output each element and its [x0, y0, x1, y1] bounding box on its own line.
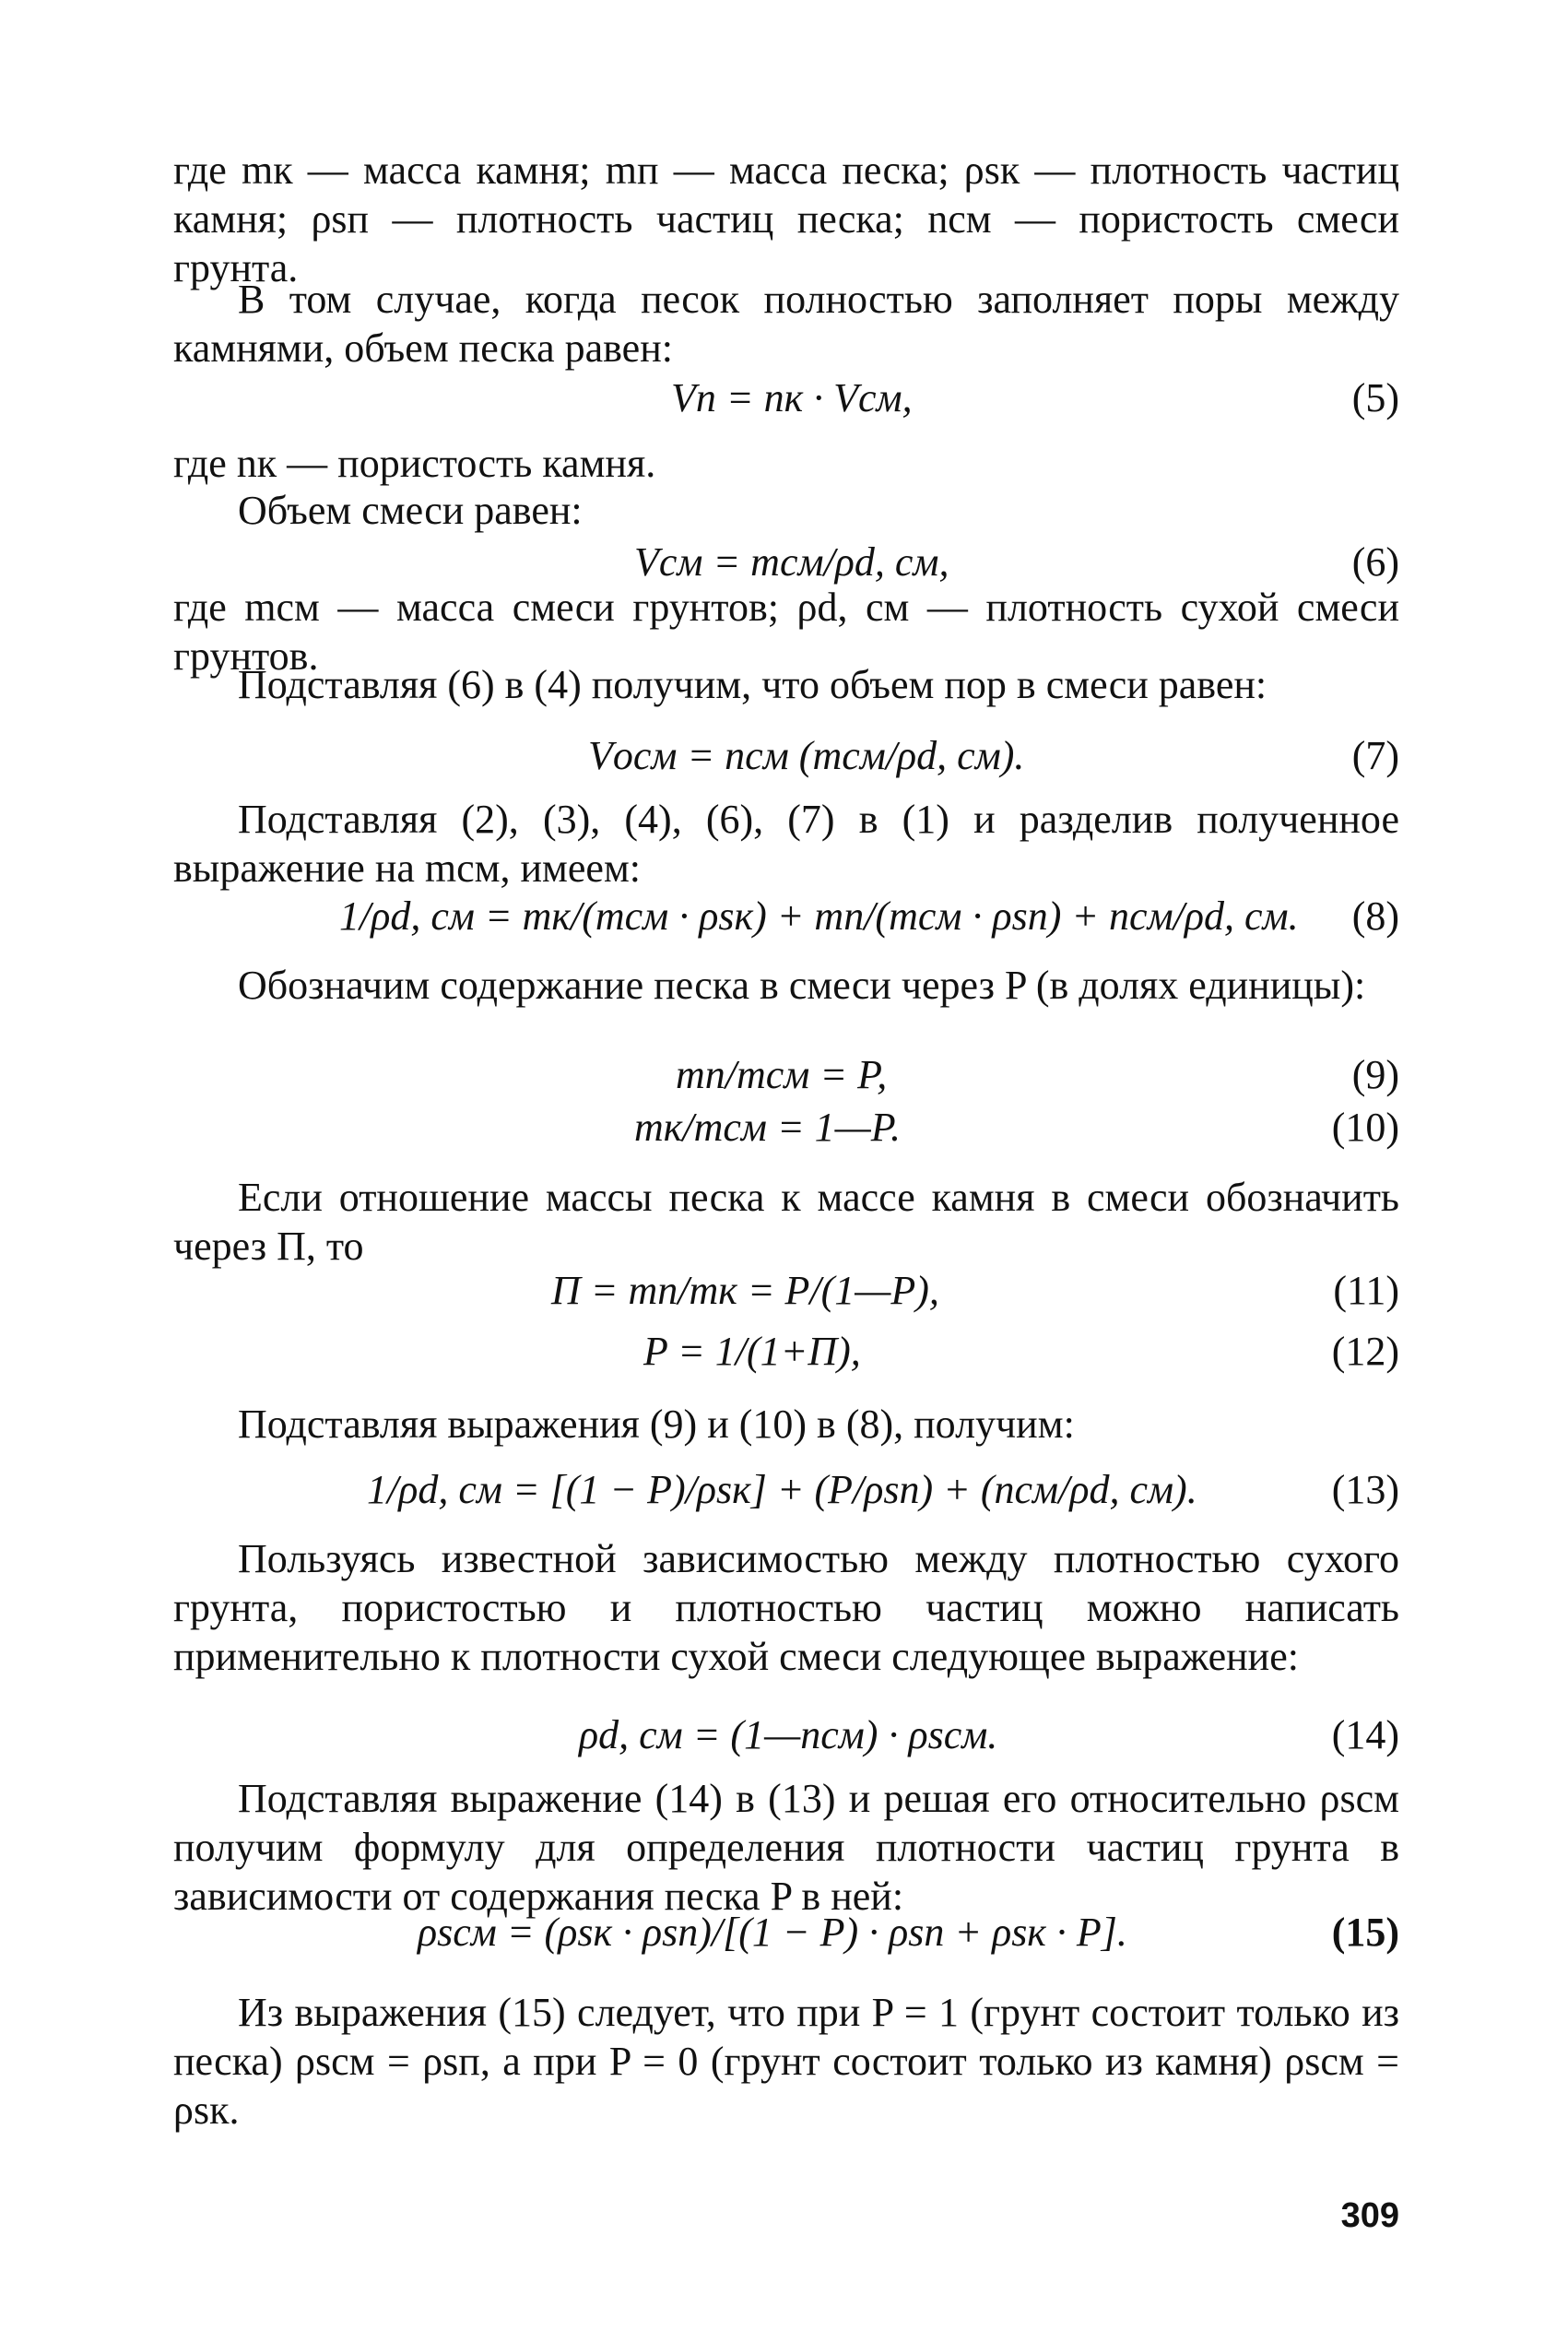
equation-number: (13): [1331, 1467, 1399, 1512]
page-number: 309: [1340, 2196, 1399, 2235]
equation-number: (14): [1331, 1712, 1399, 1757]
paragraph-pore-volume: [173, 660, 1399, 709]
paragraph-text: Подставляя выражения (9) и (10) в (8), получим:: [238, 1402, 1075, 1447]
paragraph-text: где mк — масса камня; mп — масса песка; ρsк — плотность частиц камня; ρsп — плотность частиц песка; nсм — пористость смеси грунта.: [173, 148, 1399, 290]
paragraph-text: Пользуясь известной зависимостью между плотностью сухого грунта, пористостью и плотностью частиц можно написать применительно к плотности сухой смеси следующее выражение:: [173, 1536, 1399, 1679]
equation-6: [173, 537, 1399, 588]
equation-expression: mк/mсм = 1—P.: [634, 1105, 901, 1150]
equation-expression: Vсм = mсм/ρd, см,: [634, 539, 949, 585]
paragraph-stone-porosity: [173, 439, 1399, 488]
paragraph-substitution-9-10: [173, 1400, 1399, 1449]
equation-9: [173, 1049, 1399, 1101]
equation-12: [173, 1326, 1399, 1378]
equation-number: (12): [1331, 1329, 1399, 1374]
paragraph-text: Подставляя (2), (3), (4), (6), (7) в (1) и разделив полученное выражение на mсм, имеем:: [173, 797, 1399, 891]
equation-13: [173, 1464, 1399, 1516]
equation-expression: P = 1/(1+П),: [643, 1329, 861, 1374]
paragraph-mass-ratio: [173, 1173, 1399, 1271]
paragraph-text: Подставляя (6) в (4) получим, что объем пор в смеси равен:: [238, 662, 1267, 707]
equation-number: (5): [1351, 375, 1399, 420]
equation-expression: ρsсм = (ρsк · ρsп)/[(1 − P) · ρsп + ρsк · P].: [418, 1910, 1127, 1955]
paragraph-text: Объем смеси равен:: [238, 488, 583, 533]
equation-11: [173, 1265, 1399, 1317]
equation-number: (10): [1331, 1105, 1399, 1150]
paragraph-known-dependency: [173, 1534, 1399, 1681]
equation-number: (8): [1351, 893, 1399, 939]
paragraph-mixture-volume: [173, 486, 1399, 535]
paragraph-solve-formula: [173, 1774, 1399, 1921]
equation-number: (7): [1351, 733, 1399, 778]
equation-expression: 1/ρd, см = mк/(mсм · ρsк) + mп/(mсм · ρsп) + nсм/ρd, см.: [339, 893, 1299, 939]
equation-5: [173, 373, 1399, 424]
paragraph-sand-fills-pores: [173, 275, 1399, 373]
equation-10: [173, 1102, 1399, 1153]
equation-expression: ρd, см = (1—nсм) · ρsсм.: [579, 1712, 998, 1757]
equation-expression: mп/mсм = P,: [676, 1052, 888, 1097]
paragraph-definitions: [173, 146, 1399, 292]
paragraph-substitution: [173, 795, 1399, 893]
paragraph-text: В том случае, когда песок полностью заполняет поры между камнями, объем песка равен:: [173, 277, 1399, 371]
paragraph-text: Из выражения (15) следует, что при P = 1 (грунт состоит только из песка) ρsсм = ρsп, а при P = 0 (грунт состоит только из камня) ρsсм = ρsк.: [173, 1990, 1399, 2133]
equation-number: (11): [1333, 1268, 1399, 1313]
paragraph-text: где mсм — масса смеси грунтов; ρd, см — плотность сухой смеси грунтов.: [173, 585, 1399, 679]
equation-expression: 1/ρd, см = [(1 − P)/ρsк] + (P/ρsп) + (nсм/ρd, см).: [367, 1467, 1197, 1512]
equation-8: [173, 891, 1399, 942]
paragraph-text: Обозначим содержание песка в смеси через P (в долях единицы):: [238, 963, 1366, 1008]
equation-expression: П = mп/mк = P/(1—P),: [551, 1268, 939, 1313]
equation-number: (15): [1331, 1910, 1399, 1955]
paragraph-text: Если отношение массы песка к массе камня в смеси обозначить через П, то: [173, 1175, 1399, 1269]
equation-14: [173, 1709, 1399, 1761]
equation-15: [173, 1907, 1399, 1958]
paragraph-text: Подставляя выражение (14) в (13) и решая его относительно ρsсм получим формулу для определения плотности частиц грунта в зависимости от содержания песка P в ней:: [173, 1776, 1399, 1919]
equation-number: (9): [1351, 1052, 1399, 1097]
equation-7: [173, 730, 1399, 782]
paragraph-conclusion: [173, 1988, 1399, 2135]
paragraph-text: где nк — пористость камня.: [173, 441, 656, 486]
equation-expression: Vосм = nсм (mсм/ρd, см).: [588, 733, 1025, 778]
paragraph-sand-content: [173, 961, 1399, 1010]
equation-number: (6): [1351, 539, 1399, 585]
equation-expression: Vп = nк · Vсм,: [671, 375, 913, 420]
